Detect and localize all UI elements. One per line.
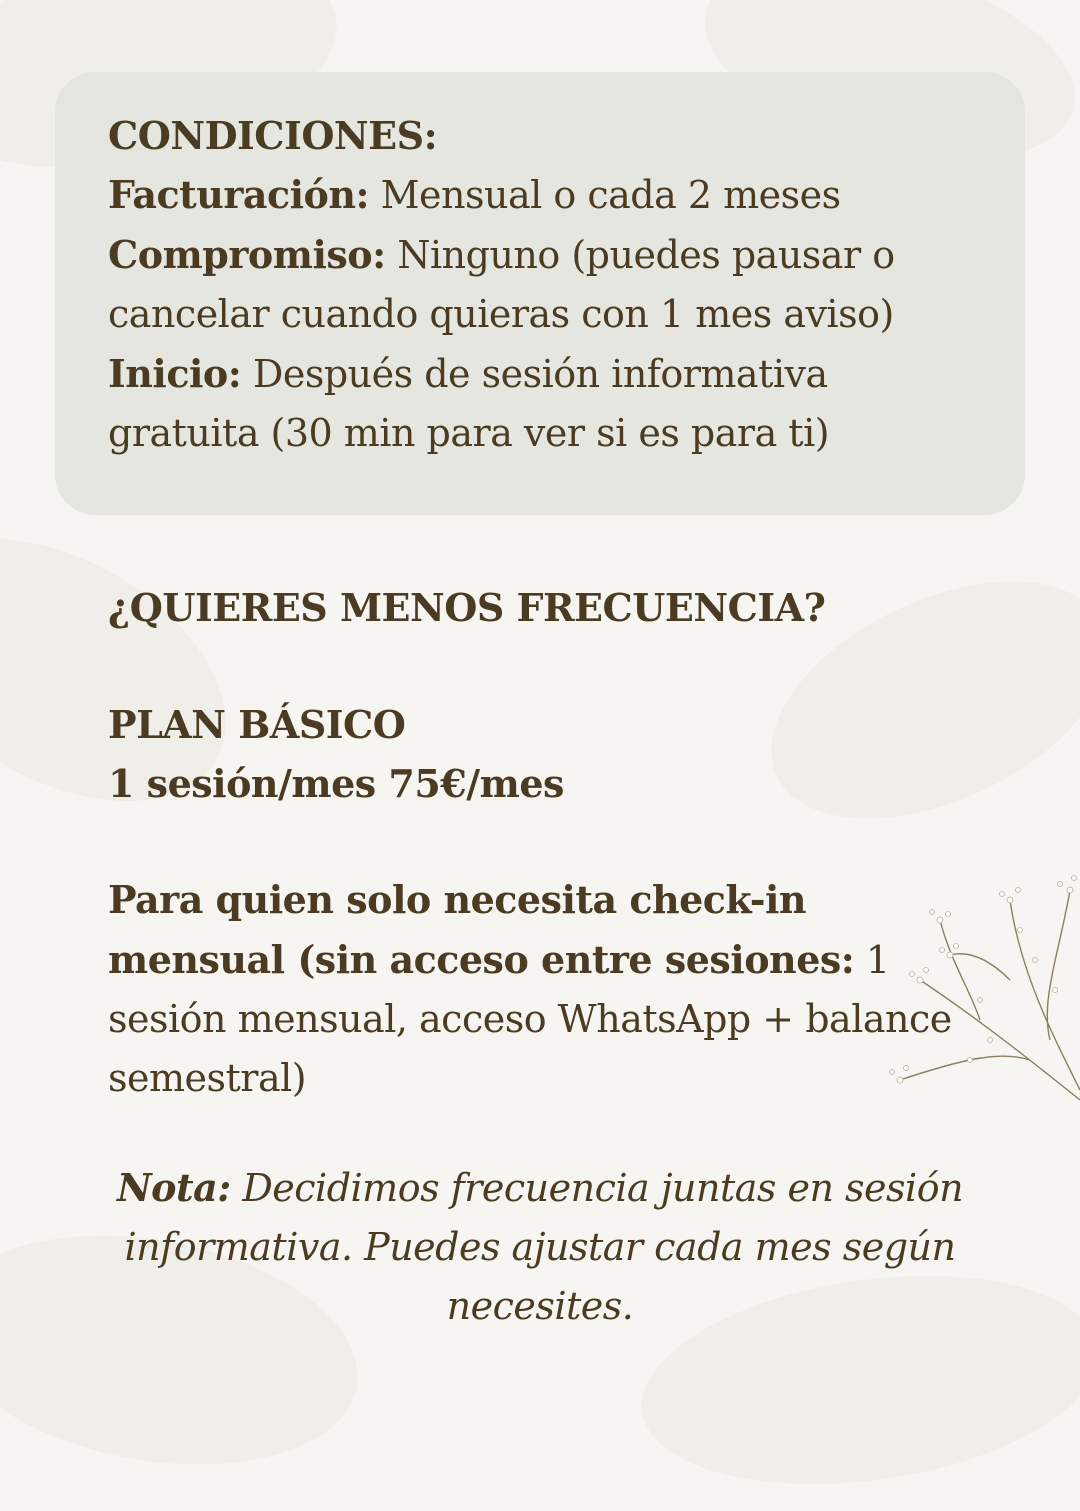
- question-heading: ¿QUIERES MENOS FRECUENCIA?: [108, 585, 826, 630]
- start-value: Después de sesión informativa gratuita (30 min para ver si es para ti): [108, 352, 830, 455]
- start-line: [108, 344, 988, 463]
- note-label: Nota:: [116, 1165, 231, 1210]
- billing-line: [108, 165, 988, 225]
- conditions-title: CONDICIONES:: [108, 113, 438, 158]
- plan-description-bold: Para quien solo necesita check-in mensual (sin acceso entre sesiones:: [108, 877, 855, 982]
- plan-block: [108, 695, 988, 813]
- commitment-value: Ninguno (puedes pausar o cancelar cuando quieras con 1 mes aviso): [108, 233, 895, 336]
- plan-price: 1 sesión/mes 75€/mes: [108, 761, 564, 806]
- billing-value: Mensual o cada 2 meses: [369, 173, 841, 217]
- plan-name: PLAN BÁSICO: [108, 702, 406, 747]
- plan-description: [108, 870, 988, 1108]
- start-label: Inicio:: [108, 351, 242, 396]
- plan-description-rest: 1 sesión mensual, acceso WhatsApp + balance semestral): [108, 938, 952, 1100]
- commitment-line: [108, 225, 988, 344]
- note: [100, 1158, 980, 1336]
- note-text: Decidimos frecuencia juntas en sesión informativa. Puedes ajustar cada mes según necesites.: [124, 1166, 964, 1328]
- billing-label: Facturación:: [108, 172, 370, 217]
- commitment-label: Compromiso:: [108, 232, 386, 277]
- conditions-block: [108, 106, 988, 463]
- gypsophila-flower-icon: [860, 860, 1080, 1120]
